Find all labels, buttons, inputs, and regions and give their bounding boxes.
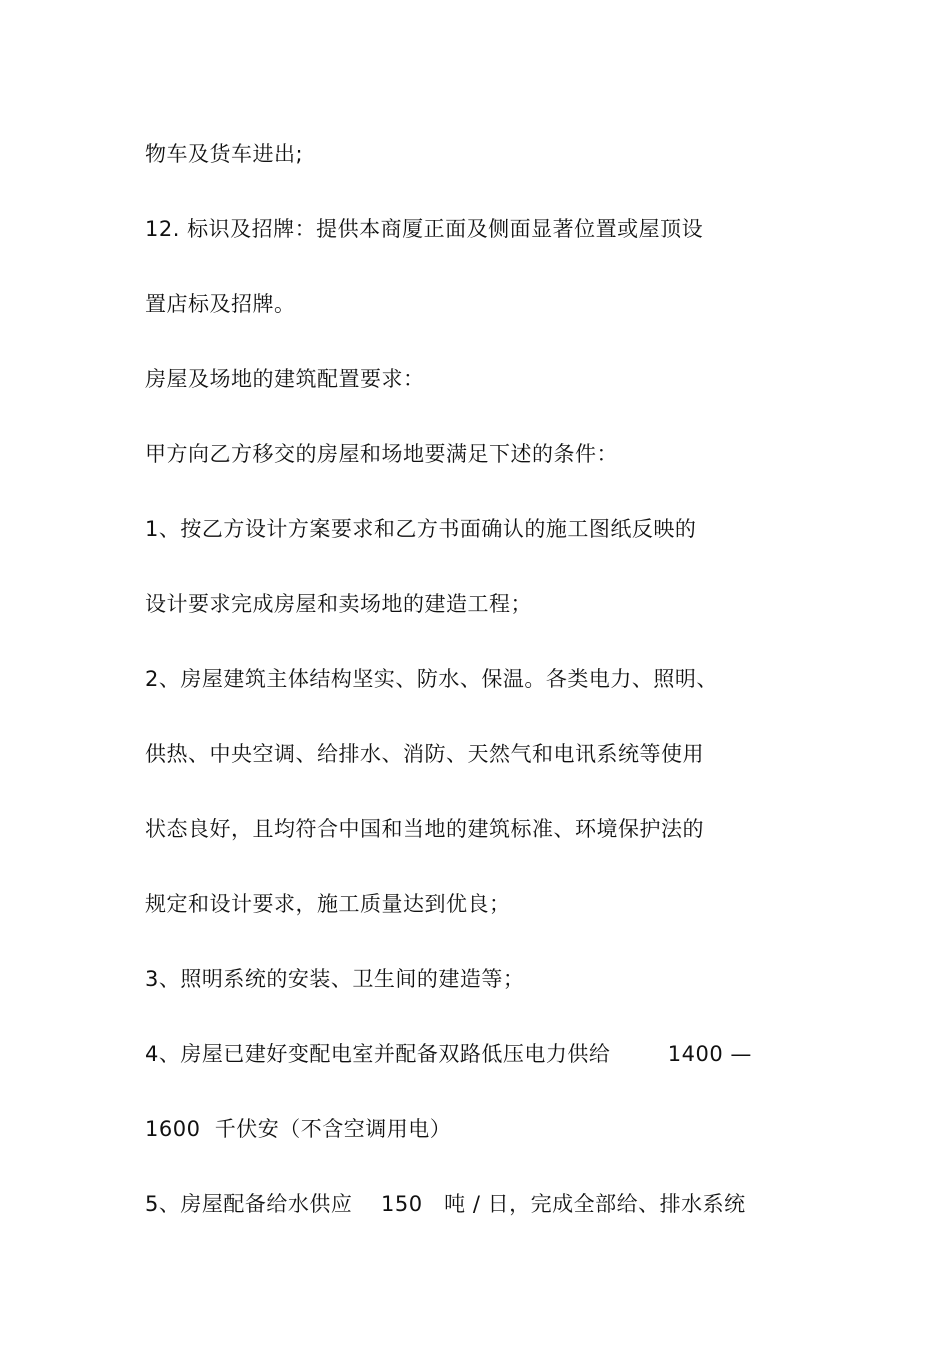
- text-line-8: 2、房屋建筑主体结构坚实、防水、保温。各类电力、照明、: [145, 667, 718, 691]
- text-line-12: 3、照明系统的安装、卫生间的建造等；: [145, 967, 525, 991]
- text-line-1: 物车及货车进出;: [145, 142, 304, 166]
- text-line-2: 12. 标识及招牌：提供本商厦正面及侧面显著位置或屋顶设: [145, 217, 704, 241]
- text-line-3: 置店标及招牌。: [145, 292, 296, 316]
- text-line-5: 甲方向乙方移交的房屋和场地要满足下述的条件：: [145, 442, 618, 466]
- text-line-10: 状态良好，且均符合中国和当地的建筑标准、环境保护法的: [145, 817, 704, 841]
- text-line-14: 1600 千伏安（不含空调用电）: [145, 1117, 452, 1141]
- section-heading: 房屋及场地的建筑配置要求：: [145, 367, 425, 391]
- text-line-6: 1、按乙方设计方案要求和乙方书面确认的施工图纸反映的: [145, 517, 697, 541]
- text-line-13: 4、房屋已建好变配电室并配备双路低压电力供给 1400 —: [145, 1042, 752, 1066]
- text-line-9: 供热、中央空调、给排水、消防、天然气和电讯系统等使用: [145, 742, 704, 766]
- text-line-11: 规定和设计要求，施工质量达到优良；: [145, 892, 511, 916]
- text-line-7: 设计要求完成房屋和卖场地的建造工程；: [145, 592, 532, 616]
- text-line-15: 5、房屋配备给水供应 150 吨 / 日，完成全部给、排水系统: [145, 1192, 746, 1216]
